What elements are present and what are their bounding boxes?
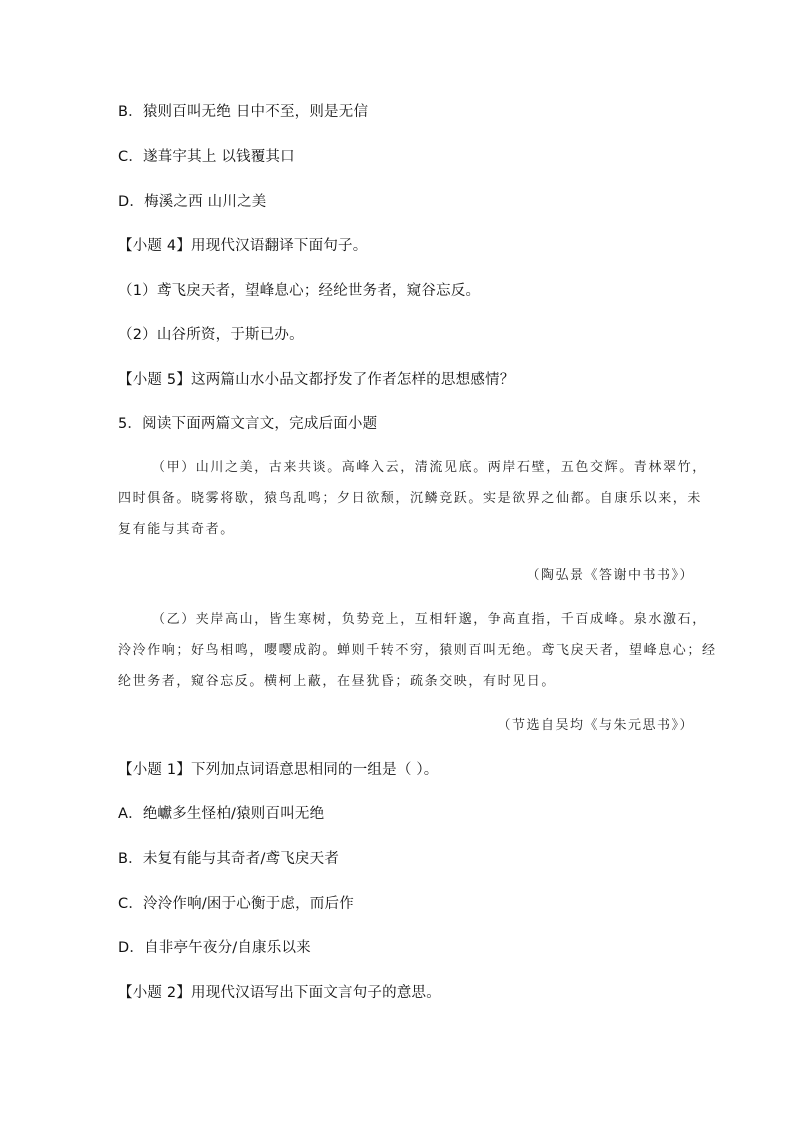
q1-option-c: C．泠泠作响/困于心衡于虑，而后作 (118, 896, 354, 912)
passage-yi-line: （乙）夹岸高山，皆生寒树，负势竞上，互相轩邈，争高直指，千百成峰。泉水激石， (152, 612, 707, 627)
q1-option-b: B．未复有能与其奇者/鸢飞戾天者 (118, 851, 340, 867)
passage-jia-line: （甲）山川之美，古来共谈。高峰入云，清流见底。两岸石壁，五色交辉。青林翠竹， (152, 460, 707, 475)
q1-option-d: D．自非亭午夜分/自康乐以来 (118, 940, 311, 956)
q2-heading: 【小题 2】用现代汉语写出下面文言句子的意思。 (118, 985, 441, 1001)
q3-option-c: C．遂葺宇其上 以钱覆其口 (118, 149, 295, 165)
q1-heading: 【小题 1】下列加点词语意思相同的一组是（ ）。 (118, 762, 439, 778)
passage-yi-line: 纶世务者，窥谷忘反。横柯上蔽，在昼犹昏；疏条交映，有时见日。 (118, 674, 557, 689)
q5-heading: 【小题 5】这两篇山水小品文都抒发了作者怎样的思想感情？ (118, 372, 515, 388)
passage-yi-line: 泠泠作响；好鸟相鸣，嘤嘤成韵。蝉则千转不穷，猿则百叫无绝。鸢飞戾天者，望峰息心；经 (118, 643, 717, 658)
q4-sentence-1: （1）鸢飞戾天者，望峰息心；经纶世务者，窥谷忘反。 (118, 283, 481, 299)
passage-jia-line: 四时俱备。晓雾将歇，猿鸟乱鸣；夕日欲颓，沉鳞竞跃。实是欲界之仙都。自康乐以来，未 (118, 491, 703, 506)
passage-yi-source: （节选自吴均《与朱元思书》） (497, 718, 694, 733)
passage-jia-line: 复有能与其奇者。 (118, 522, 235, 537)
q4-heading: 【小题 4】用现代汉语翻译下面句子。 (118, 238, 368, 254)
problem-5-instruction: 5．阅读下面两篇文言文，完成后面小题 (118, 416, 378, 432)
q1-option-a: A．绝巘多生怪柏/猿则百叫无绝 (118, 806, 325, 822)
q4-sentence-2: （2）山谷所资，于斯已办。 (118, 327, 304, 343)
passage-jia (118, 458, 707, 538)
passage-yi (118, 610, 717, 690)
q3-option-d: D．梅溪之西 山川之美 (118, 194, 267, 210)
q3-option-b: B．猿则百叫无绝 日中不至，则是无信 (118, 104, 369, 120)
passage-jia-source: （陶弘景《答谢中书书》） (526, 568, 694, 583)
